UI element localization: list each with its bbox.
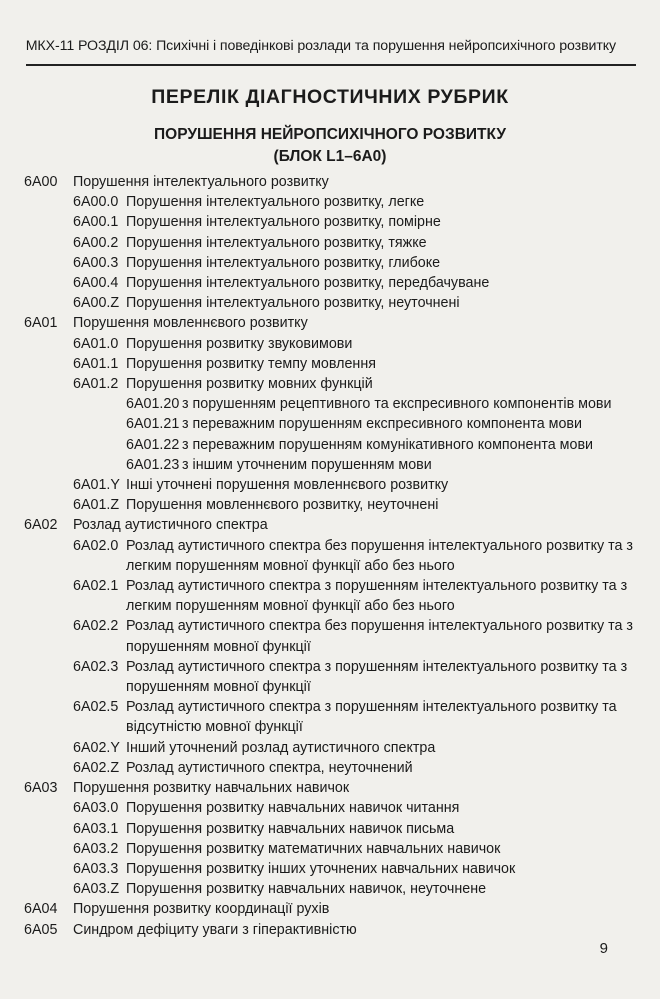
rubric-text: Порушення інтелектуального розвитку, легке bbox=[126, 194, 425, 211]
rubric-code: 6A02.2 bbox=[73, 618, 119, 635]
rubric-text: Порушення розвитку навчальних навичок bbox=[73, 780, 350, 797]
rubric-code: 6A03.Z bbox=[73, 881, 120, 898]
rubric-code: 6A01.22 bbox=[126, 436, 180, 453]
page-number: 9 bbox=[599, 940, 608, 957]
rubric-text: з переважним порушенням експресивного компонента мови bbox=[182, 416, 583, 433]
rubric-code: 6A01.2 bbox=[73, 376, 119, 393]
rubric-text: Порушення інтелектуального розвитку, глибоке bbox=[126, 254, 441, 271]
rubric-code: 6A01.0 bbox=[73, 335, 119, 352]
rubric-entry bbox=[0, 495, 640, 515]
rubric-text: Розлад аутистичного спектра з порушенням інтелектуального розвитку та з легким порушенням мовної функції або без нього bbox=[126, 578, 628, 615]
section-subtitle bbox=[0, 124, 660, 168]
subtitle-line-2: (БЛОК L1–6A0) bbox=[273, 148, 387, 165]
rubric-code: 6A01.Z bbox=[73, 497, 120, 514]
rubric-code: 6A00.2 bbox=[73, 234, 119, 251]
rubric-entry bbox=[0, 374, 640, 394]
rubric-entry bbox=[0, 414, 640, 434]
rubric-code: 6A03.0 bbox=[73, 800, 119, 817]
rubric-text: Порушення розвитку навчальних навичок письма bbox=[126, 820, 455, 837]
rubric-text: з іншим уточненим порушенням мови bbox=[182, 456, 432, 473]
rubric-entry bbox=[0, 273, 640, 293]
rubric-text: Порушення інтелектуального розвитку, помірне bbox=[126, 214, 441, 231]
rubric-text: Розлад аутистичного спектра з порушенням інтелектуального розвитку та з порушенням мовної функції bbox=[126, 658, 628, 696]
rubric-text: Розлад аутистичного спектра bbox=[73, 517, 268, 534]
rubric-entry bbox=[0, 616, 640, 656]
rubric-code: 6A02.Z bbox=[73, 759, 120, 776]
rubric-entry bbox=[0, 798, 640, 818]
rubric-entry bbox=[0, 920, 640, 940]
rubric-entry bbox=[0, 515, 640, 535]
rubric-code: 6A02.Y bbox=[73, 739, 120, 756]
rubric-code: 6A03.3 bbox=[73, 860, 119, 877]
rubric-entry bbox=[0, 212, 640, 232]
rubric-text: Розлад аутистичного спектра з порушенням інтелектуального розвитку та відсутністю мовної функції bbox=[126, 699, 617, 736]
rubric-code: 6A01.23 bbox=[126, 456, 180, 473]
rubric-list bbox=[0, 172, 640, 940]
rubric-entry bbox=[0, 313, 640, 333]
rubric-text: Порушення розвитку темпу мовлення bbox=[126, 355, 376, 372]
rubric-entry bbox=[0, 455, 640, 475]
rubric-text: Порушення інтелектуального розвитку, неуточнені bbox=[126, 295, 460, 312]
rubric-code: 6A03 bbox=[24, 780, 58, 797]
rubric-code: 6A02.0 bbox=[73, 537, 119, 554]
rubric-entry bbox=[0, 233, 640, 253]
rubric-entry bbox=[0, 192, 640, 212]
rubric-entry bbox=[0, 839, 640, 859]
rubric-entry bbox=[0, 738, 640, 758]
rubric-text: Розлад аутистичного спектра без порушення інтелектуального розвитку та з легким порушенням мовної функції або без нього bbox=[126, 537, 633, 574]
rubric-text: Порушення інтелектуального розвитку bbox=[73, 174, 329, 190]
rubric-text: Порушення розвитку координації рухів bbox=[73, 901, 330, 918]
rubric-text: Порушення мовленнєвого розвитку bbox=[73, 315, 308, 332]
rubric-code: 6A01.1 bbox=[73, 355, 119, 372]
rubric-text: Порушення розвитку навчальних навичок, неуточнене bbox=[126, 881, 487, 898]
rubric-entry bbox=[0, 394, 640, 414]
rubric-text: Порушення мовленнєвого розвитку, неуточнені bbox=[126, 497, 439, 514]
rubric-entry bbox=[0, 435, 640, 455]
rubric-code: 6A00 bbox=[24, 174, 58, 190]
rubric-text: Порушення розвитку звуковимови bbox=[126, 335, 353, 352]
rubric-code: 6A03.2 bbox=[73, 840, 119, 857]
rubric-entry bbox=[0, 253, 640, 273]
rubric-entry bbox=[0, 172, 640, 192]
rubric-text: Порушення розвитку математичних навчальних навичок bbox=[126, 840, 501, 857]
rubric-text: Порушення інтелектуального розвитку, передбачуване bbox=[126, 275, 490, 292]
rubric-text: з порушенням рецептивного та експресивного компонентів мови bbox=[182, 396, 612, 413]
rubric-code: 6A01.Y bbox=[73, 477, 120, 494]
rubric-text: Синдром дефіциту уваги з гіперактивністю bbox=[73, 921, 357, 938]
rubric-code: 6A02.1 bbox=[73, 578, 119, 595]
rubric-entry bbox=[0, 334, 640, 354]
rubric-text: з переважним порушенням комунікативного компонента мови bbox=[182, 436, 594, 453]
header-divider bbox=[26, 64, 636, 66]
rubric-entry bbox=[0, 536, 640, 576]
rubric-entry bbox=[0, 576, 640, 616]
rubric-text: Порушення розвитку навчальних навичок читання bbox=[126, 800, 460, 817]
rubric-code: 6A02.5 bbox=[73, 699, 119, 716]
rubric-text: Порушення розвитку інших уточнених навчальних навичок bbox=[126, 860, 516, 877]
rubric-entry bbox=[0, 354, 640, 374]
rubric-code: 6A00.4 bbox=[73, 275, 119, 292]
rubric-text: Порушення розвитку мовних функцій bbox=[126, 376, 373, 393]
rubric-code: 6A02.3 bbox=[73, 658, 119, 675]
rubric-code: 6A01.21 bbox=[126, 416, 180, 433]
rubric-entry bbox=[0, 778, 640, 798]
rubric-entry bbox=[0, 293, 640, 313]
rubric-entry bbox=[0, 879, 640, 899]
rubric-entry bbox=[0, 859, 640, 879]
rubric-entry bbox=[0, 657, 640, 697]
rubric-entry bbox=[0, 758, 640, 778]
rubric-entry bbox=[0, 819, 640, 839]
rubric-entry bbox=[0, 899, 640, 919]
rubric-code: 6A00.0 bbox=[73, 194, 119, 211]
rubric-code: 6A02 bbox=[24, 517, 58, 534]
subtitle-line-1: ПОРУШЕННЯ НЕЙРОПСИХІЧНОГО РОЗВИТКУ bbox=[154, 126, 506, 143]
rubric-code: 6A00.Z bbox=[73, 295, 120, 312]
rubric-code: 6A00.3 bbox=[73, 254, 119, 271]
rubric-entry bbox=[0, 697, 640, 737]
page-title: ПЕРЕЛІК ДІАГНОСТИЧНИХ РУБРИК bbox=[151, 86, 509, 108]
rubric-entry bbox=[0, 475, 640, 495]
rubric-code: 6A04 bbox=[24, 901, 58, 918]
rubric-text: Розлад аутистичного спектра, неуточнений bbox=[126, 759, 413, 776]
rubric-code: 6A03.1 bbox=[73, 820, 119, 837]
rubric-code: 6A01.20 bbox=[126, 396, 180, 413]
rubric-code: 6A00.1 bbox=[73, 214, 119, 231]
rubric-text: Інший уточнений розлад аутистичного спектра bbox=[126, 739, 436, 756]
rubric-text: Розлад аутистичного спектра без порушення інтелектуального розвитку та з порушенням мовної функції bbox=[126, 618, 633, 655]
running-header: МКХ-11 РОЗДІЛ 06: Психічні і поведінкові розлади та порушення нейропсихічного розвитку bbox=[25, 38, 616, 54]
rubric-code: 6A05 bbox=[24, 921, 58, 938]
rubric-text: Інші уточнені порушення мовленнєвого розвитку bbox=[126, 477, 449, 494]
rubric-code: 6A01 bbox=[24, 315, 58, 332]
rubric-text: Порушення інтелектуального розвитку, тяжке bbox=[126, 234, 427, 251]
